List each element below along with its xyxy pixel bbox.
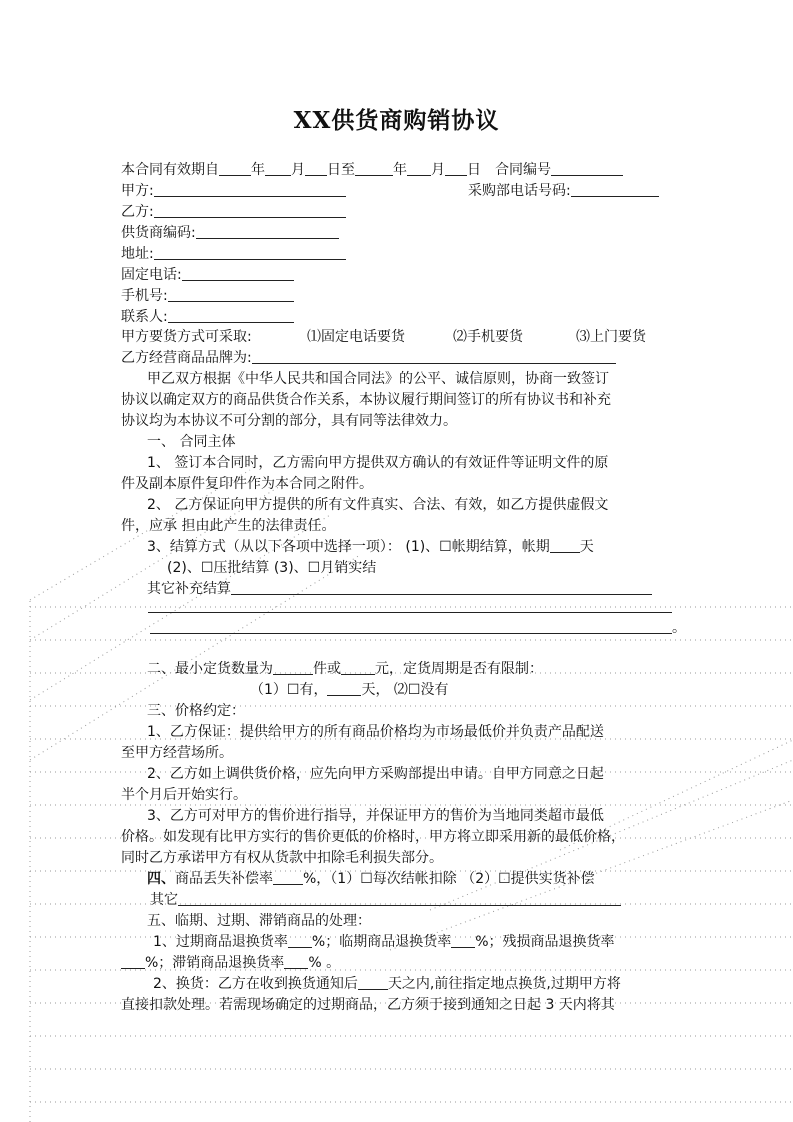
account-period-field[interactable] xyxy=(550,537,580,553)
intro-line: 甲乙双方根据《中华人民共和国合同法》的公平、诚信原则，协商一致签订 xyxy=(147,371,609,387)
text: 年 xyxy=(393,162,407,178)
address-line xyxy=(121,244,681,264)
supplier-code-line xyxy=(121,223,681,243)
address-label: 地址: xyxy=(121,246,154,262)
min-amount-field[interactable] xyxy=(341,659,375,675)
page-title: XX供货商购销协议 xyxy=(293,107,500,134)
exchange-days-field[interactable] xyxy=(358,974,388,990)
contact-line xyxy=(121,307,681,327)
validity-line xyxy=(121,160,681,180)
order-methods-line xyxy=(121,327,681,347)
blank-field[interactable] xyxy=(355,160,393,176)
other-settlement-line xyxy=(147,579,707,599)
text: %，（1）☐每次结帐扣除 （2）☐提供实货补偿 xyxy=(303,871,595,887)
address-field[interactable] xyxy=(154,244,346,260)
clause-text: 价格。如发现有比甲方实行的售价更低的价格时，甲方将立即采用新的最低价格， xyxy=(121,829,625,845)
brand-line xyxy=(121,348,681,368)
text: 1、过期商品退换货率 xyxy=(153,934,288,950)
intro-line: 协议均为本协议不可分割的部分，具有同等法律效力。 xyxy=(121,413,457,429)
settlement-line xyxy=(147,537,707,557)
cycle-days-field[interactable] xyxy=(327,680,361,696)
order-option-visit[interactable]: ⑶上门要货 xyxy=(576,329,646,345)
party-b-line xyxy=(121,202,681,222)
text: 日 xyxy=(467,162,481,178)
slow-moving-rate-field[interactable] xyxy=(284,953,308,969)
mobile-line xyxy=(121,286,681,306)
loss-other-line xyxy=(150,890,710,910)
text: 2、换货：乙方在收到换货通知后 xyxy=(153,976,358,992)
loss-other-field[interactable] xyxy=(178,890,621,906)
supplier-code-field[interactable] xyxy=(196,223,339,239)
blank-line[interactable] xyxy=(150,618,672,634)
text: 天 xyxy=(579,539,594,555)
text: %；临期商品退换货率 xyxy=(311,934,452,950)
clause-text: 2、 乙方保证向甲方提供的所有文件真实、合法、有效，如乙方提供虚假文 xyxy=(147,497,609,513)
clause-text: 直接扣款处理。若需现场确定的过期商品，乙方须于接到通知之日起 3 天内将其 xyxy=(121,997,615,1013)
min-order-line xyxy=(147,659,707,679)
text: %；滞销商品退换货率 xyxy=(145,955,285,971)
text: 日至 xyxy=(327,162,355,178)
text: 月 xyxy=(431,162,445,178)
text: 年 xyxy=(251,162,265,178)
mobile-label: 手机号: xyxy=(121,288,168,304)
purchase-phone-label: 采购部电话号码: xyxy=(468,183,571,199)
landline-label: 固定电话: xyxy=(121,267,182,283)
blank-field[interactable] xyxy=(305,160,327,176)
text: 。 xyxy=(672,620,686,636)
exchange-line xyxy=(153,974,713,994)
blank-field[interactable] xyxy=(219,160,251,176)
text: 天， ⑵☐没有 xyxy=(361,682,449,698)
text: 二、最小定货数量为 xyxy=(147,661,273,677)
party-b-label: 乙方: xyxy=(121,204,154,220)
clause-text: 半个月后开始实行。 xyxy=(121,787,247,803)
clause-text: 同时乙方承诺甲方有权从货款中扣除毛利损失部分。 xyxy=(121,850,443,866)
return-rate-line xyxy=(121,953,681,973)
order-methods-label: 甲方要货方式可采取: xyxy=(121,329,252,345)
blank-field[interactable] xyxy=(445,160,467,176)
purchase-phone-field[interactable] xyxy=(571,181,659,197)
section-heading: 三、价格约定： xyxy=(147,703,245,719)
clause-text: 1、乙方保证：提供给甲方的所有商品价格均为市场最低价并负责产品配送 xyxy=(147,724,604,740)
text: 商品丢失补偿率 xyxy=(175,871,273,887)
purchase-phone-line xyxy=(468,181,659,201)
text: 元，定货周期是否有限制： xyxy=(375,661,543,677)
section-number: 四、 xyxy=(147,871,175,887)
supplier-code-label: 供货商编码: xyxy=(121,225,196,241)
clause-text: 件及副本原件复印件作为本合同之附件。 xyxy=(121,476,373,492)
contact-label: 联系人: xyxy=(121,309,168,325)
order-option-phone[interactable]: ⑴固定电话要货 xyxy=(307,329,405,345)
text: %；残损商品退换货率 xyxy=(475,934,615,950)
party-a-label: 甲方: xyxy=(121,183,154,199)
loss-rate-field[interactable] xyxy=(273,869,303,885)
blank-field[interactable] xyxy=(265,160,291,176)
text: （1）☐有， xyxy=(250,682,328,698)
near-expiry-rate-field[interactable] xyxy=(451,932,475,948)
order-option-mobile[interactable]: ⑵手机要货 xyxy=(453,329,523,345)
section-heading: 五、临期、过期、滞销商品的处理： xyxy=(147,913,371,929)
settlement-text: 3、结算方式（从以下各项中选择一项）： (1)、☐帐期结算，帐期 xyxy=(147,539,550,555)
brand-label: 乙方经营商品品牌为: xyxy=(121,350,252,366)
loss-compensation-line xyxy=(147,869,707,889)
other-settlement-label: 其它补充结算 xyxy=(147,581,231,597)
expired-rate-field[interactable] xyxy=(288,932,312,948)
blank-line[interactable] xyxy=(148,597,672,613)
brand-field[interactable] xyxy=(252,348,616,364)
mobile-field[interactable] xyxy=(168,286,294,302)
order-cycle-line xyxy=(250,680,793,700)
text: 件或 xyxy=(313,661,341,677)
party-b-field[interactable] xyxy=(154,202,346,218)
blank-field[interactable] xyxy=(407,160,431,176)
text: % 。 xyxy=(308,955,341,971)
other-label: 其它 xyxy=(150,892,178,908)
section-heading: 一、 合同主体 xyxy=(147,434,236,450)
text: 天之内,前往指定地点换货,过期甲方将 xyxy=(387,976,621,992)
contact-field[interactable] xyxy=(168,307,294,323)
party-a-field[interactable] xyxy=(154,181,346,197)
min-qty-field[interactable] xyxy=(273,659,313,675)
clause-text: 3、乙方可对甲方的售价进行指导，并保证甲方的售价为当地同类超市最低 xyxy=(147,808,604,824)
text: 本合同有效期自 xyxy=(121,162,219,178)
landline-line xyxy=(121,265,681,285)
text: 合同编号 xyxy=(495,162,551,178)
other-settlement-field[interactable] xyxy=(231,579,652,595)
clause-text: 2、乙方如上调供货价格，应先向甲方采购部提出申请。自甲方同意之日起 xyxy=(147,766,604,782)
intro-line: 协议以确定双方的商品供货合作关系，本协议履行期间签订的所有协议书和补充 xyxy=(121,392,611,408)
return-rate-line xyxy=(153,932,713,952)
clause-text: 至甲方经营场所。 xyxy=(121,745,233,761)
damaged-rate-field[interactable] xyxy=(121,953,145,969)
settlement-options: (2)、☐压批结算 (3)、☐月销实结 xyxy=(167,560,377,576)
text: 月 xyxy=(291,162,305,178)
contract-number-field[interactable] xyxy=(551,160,623,176)
clause-text: 1、 签订本合同时，乙方需向甲方提供双方确认的有效证件等证明文件的原 xyxy=(147,455,609,471)
landline-field[interactable] xyxy=(182,265,294,281)
clause-text: 件，应承 担由此产生的法律责任。 xyxy=(121,518,336,534)
